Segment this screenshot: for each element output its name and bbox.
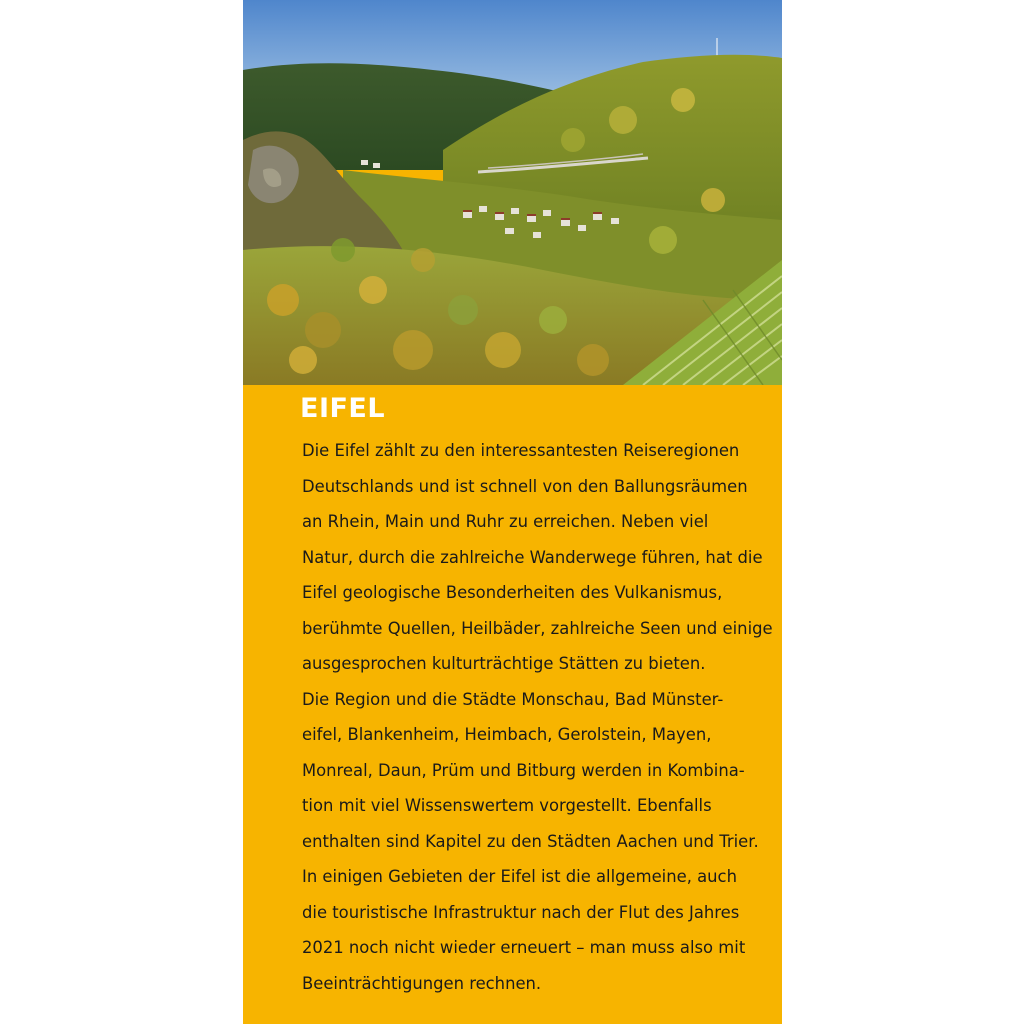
- description-text: [302, 433, 772, 1001]
- description-line: Natur, durch die zahlreiche Wanderwege führen, hat die: [302, 547, 763, 567]
- description-line: eifel, Blankenheim, Heimbach, Gerolstein, Mayen,: [302, 725, 712, 744]
- description-line: Eifel geologische Besonderheiten des Vulkanismus,: [302, 583, 723, 602]
- description-line: Beeinträchtigungen rechnen.: [302, 973, 542, 993]
- description-line: ausgesprochen kulturträchtige Stätten zu bieten.: [302, 654, 706, 673]
- description-line: Deutschlands und ist schnell von den Ballungsräumen: [302, 476, 748, 496]
- description-line: enthalten sind Kapitel zu den Städten Aachen und Trier.: [302, 831, 759, 851]
- description-line: Monreal, Daun, Prüm und Bitburg werden in Kombina-: [302, 760, 745, 780]
- description-line: die touristische Infrastruktur nach der Flut des Jahres: [302, 902, 740, 922]
- description-line: berühmte Quellen, Heilbäder, zahlreiche Seen und einige: [302, 618, 773, 638]
- landscape-photo: [243, 0, 782, 385]
- description-line: an Rhein, Main und Ruhr zu erreichen. Neben viel: [302, 512, 709, 531]
- description-line: Die Region und die Städte Monschau, Bad Münster-: [302, 689, 724, 709]
- description-line: Die Eifel zählt zu den interessantesten Reiseregionen: [302, 441, 740, 460]
- description-panel: [243, 385, 782, 1024]
- description-line: In einigen Gebieten der Eifel ist die allgemeine, auch: [302, 867, 737, 886]
- description-line: tion mit viel Wissenswertem vorgestellt. Ebenfalls: [302, 796, 712, 815]
- description-line: 2021 noch nicht wieder erneuert – man muss also mit: [302, 938, 746, 957]
- book-back-cover: [243, 0, 782, 1024]
- region-title: EIFEL: [300, 393, 386, 424]
